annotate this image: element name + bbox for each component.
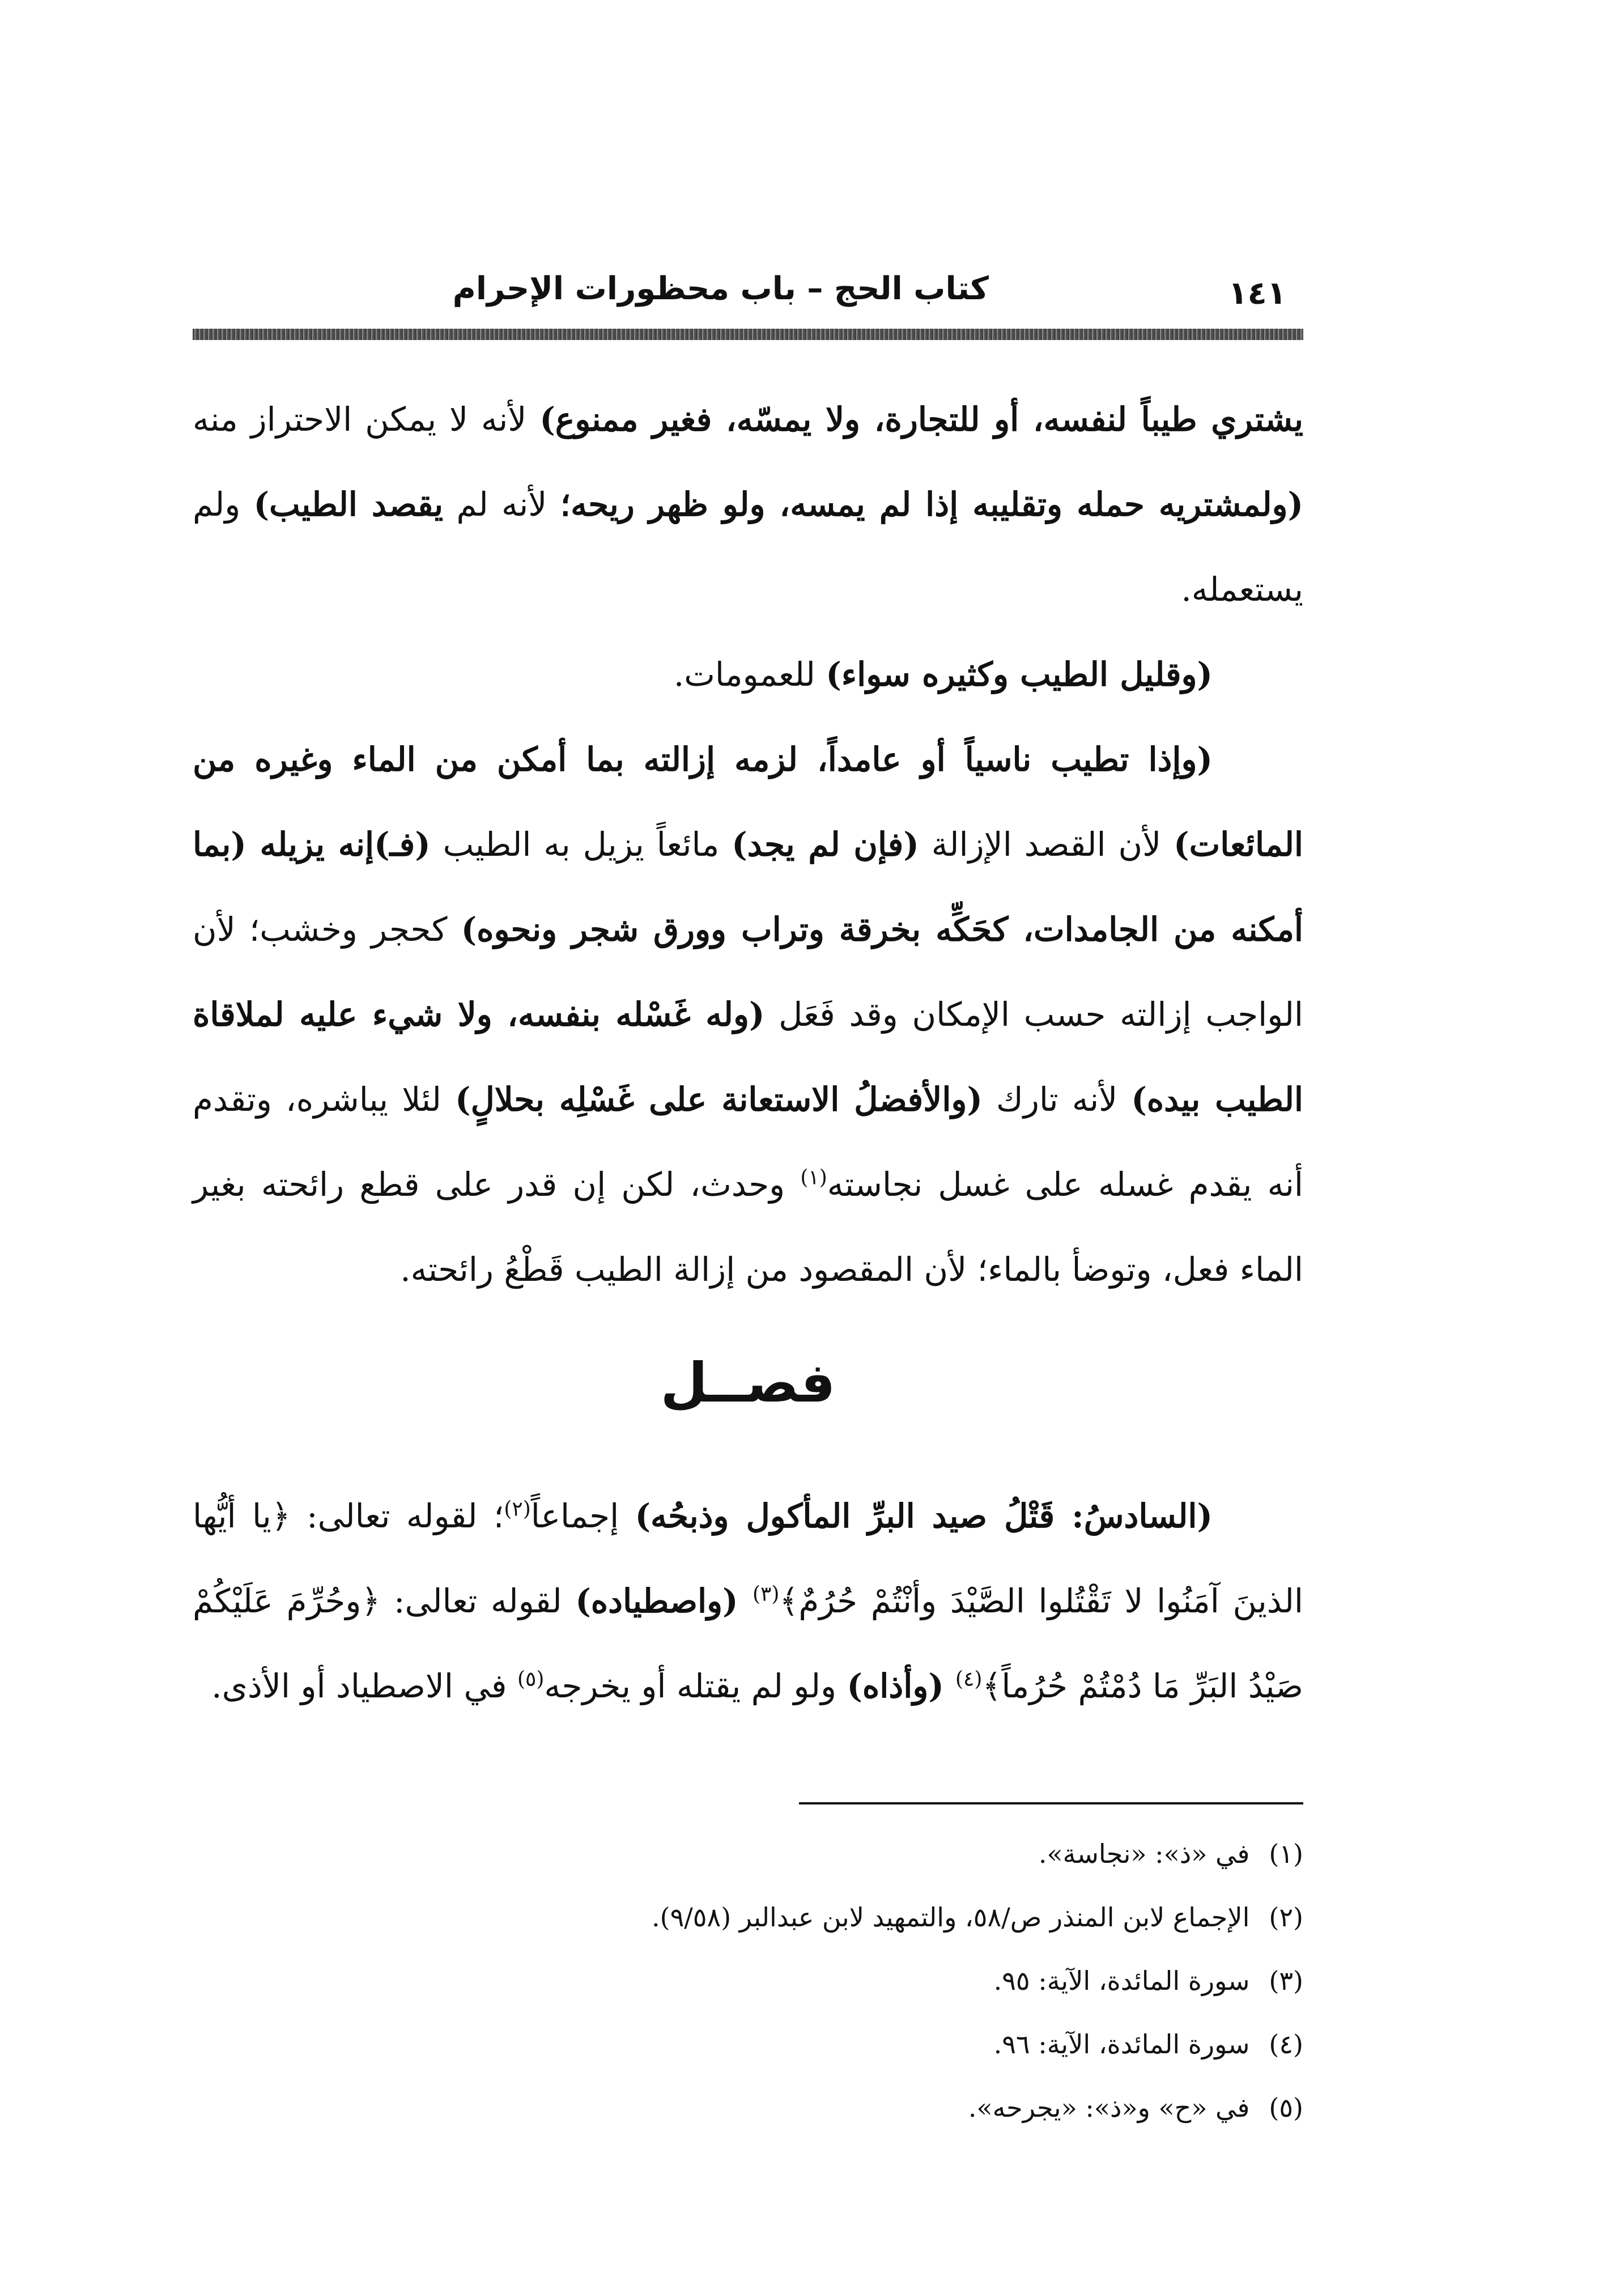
footnote-text: في «ذ»: «نجاسة».	[1038, 1838, 1250, 1869]
text-segment: للعمومات.	[673, 655, 826, 694]
text-segment: إجماعاً	[530, 1497, 635, 1535]
bold-text-segment: (والأفضلُ الاستعانة على غَسْلِه بحلالٍ)	[455, 1080, 983, 1119]
footnote-marker: (٤)	[955, 1667, 983, 1691]
footnote-text: سورة المائدة، الآية: ٩٦.	[993, 2029, 1250, 2060]
text-segment: لأن القصد الإزالة	[919, 825, 1174, 864]
bold-text-segment: (واصطياده)	[575, 1582, 753, 1620]
text-segment: لأنه لا يمكن الاحتراز منه	[193, 400, 540, 439]
text-segment: ولم يستعمله.	[193, 485, 1303, 609]
bold-text-segment: (وله غَسْله بنفسه، ولا شيء عليه لملاقاة الطيب بيده)	[193, 995, 1303, 1119]
bold-text-segment: (ولمشتريه حمله وتقليبه إذا لم يمسه، ولو ظهر ريحه؛	[560, 485, 1304, 524]
footnote-5	[193, 2076, 1303, 2139]
footnote-3	[193, 1949, 1303, 2012]
page-header	[187, 266, 1303, 317]
text-segment: لقوله تعالى: ﴿وحُرِّمَ عَلَيْكُمْ صَيْدُ البَرِّ مَا دُمْتُمْ حُرُماً﴾	[193, 1582, 1303, 1705]
footnote-number: (١)	[1269, 1838, 1303, 1869]
bold-text-segment: (السادسُ: قَتْلُ صيد البرِّ المأكول وذبحُه)	[635, 1497, 1213, 1535]
footnote-text: في «ح» و«ذ»: «يجرحه».	[968, 2092, 1250, 2123]
footnotes	[193, 1822, 1303, 2139]
text-segment: لأنه لم	[443, 485, 560, 524]
footnote-marker: (٢)	[504, 1497, 531, 1521]
bold-text-segment: يقصد الطيب)	[253, 485, 444, 524]
footnote-number: (٤)	[1269, 2029, 1303, 2060]
text-segment: ولو لم يقتله أو يخرجه	[544, 1667, 847, 1705]
footnote-number: (٢)	[1269, 1902, 1303, 1933]
section-text	[193, 1474, 1303, 1729]
section-heading: فصــل	[660, 1351, 836, 1415]
footnote-number: (٥)	[1269, 2092, 1303, 2123]
text-segment: لئلا يباشره، وتقدم أنه يقدم غسله على غسل نجاسته	[193, 1080, 1303, 1204]
footnote-divider	[799, 1802, 1303, 1804]
text-segment: لأنه تارك	[982, 1080, 1132, 1119]
text-segment: وحدث، لكن إن قدر على قطع رائحته بغير الماء فعل، وتوضأ بالماء؛ لأن المقصود من إزالة الطيب قَطْعُ رائحته.	[193, 1165, 1303, 1289]
footnote-2	[193, 1886, 1303, 1949]
bold-text-segment: يشتري طيباً لنفسه، أو للتجارة، ولا يمسّه، فغير ممنوع)	[539, 400, 1303, 439]
footnote-4	[193, 2012, 1303, 2076]
bold-text-segment: (وقليل الطيب وكثيره سواء)	[826, 655, 1213, 694]
section-paragraph	[193, 1474, 1303, 1729]
bold-text-segment: (وإذا تطيب ناسياً أو عامداً، لزمه إزالته بما أمكن من الماء وغيره من المائعات)	[193, 740, 1303, 864]
footnote-1	[193, 1822, 1303, 1886]
text-segment: كحجر وخشب؛ لأن الواجب إزالته حسب الإمكان وقد فَعَل	[193, 910, 1303, 1034]
paragraph-2	[193, 632, 1303, 717]
text-segment: ؛ لقوله تعالى: ﴿يا أيُّها الذينَ آمَنُوا لا تَقْتُلوا الصَّيْدَ وأنْتُمْ حُرُمٌ﴾	[193, 1497, 1303, 1620]
paragraph-3	[193, 717, 1303, 1312]
page-number: ١٤١	[1228, 275, 1286, 312]
header-divider	[193, 329, 1303, 340]
running-title: كتاب الحج – باب محظورات الإحرام	[452, 270, 989, 307]
footnote-marker: (٣)	[752, 1582, 780, 1606]
text-segment: في الاصطياد أو الأذى.	[211, 1667, 517, 1705]
footnote-text: سورة المائدة، الآية: ٩٥.	[993, 1965, 1250, 1996]
footnote-text: الإجماع لابن المنذر ص/٥٨، والتمهيد لابن عبدالبر (٩/٥٨).	[651, 1902, 1250, 1933]
footnote-number: (٣)	[1269, 1965, 1303, 1996]
paragraph-1	[193, 377, 1303, 632]
footnote-marker: (١)	[800, 1166, 827, 1190]
bold-text-segment: (فـ)إنه يزيله (بما أمكنه من الجامدات، كحَكِّه بخرقة وتراب وورق شجر ونحوه)	[193, 825, 1303, 949]
main-text	[193, 377, 1303, 1312]
text-segment: مائعاً يزيل به الطيب	[430, 825, 732, 864]
bold-text-segment: (فإن لم يجد)	[732, 825, 919, 864]
footnote-marker: (٥)	[517, 1667, 545, 1691]
bold-text-segment: (وأذاه)	[847, 1667, 955, 1705]
